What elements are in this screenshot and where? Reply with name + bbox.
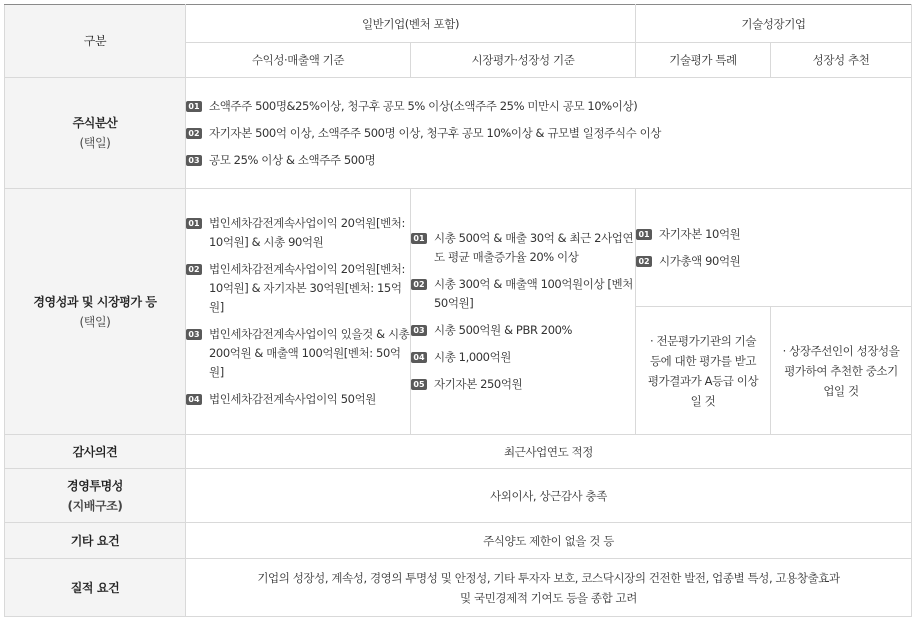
market-criteria-cell — [411, 189, 636, 435]
quality-line-2: 및 국민경제적 기여도 등을 종합 고려 — [460, 590, 637, 605]
market-criteria-list — [411, 229, 635, 394]
header-tech-growth-company: 기술성장기업 — [636, 5, 912, 43]
subheader-growth-recommendation: 성장성 추천 — [771, 43, 912, 78]
header-general-company: 일반기업(벤처 포함) — [186, 5, 636, 43]
item-text: 시총 1,000억원 — [434, 350, 512, 364]
number-badge: 01 — [186, 101, 202, 112]
number-badge: 01 — [186, 218, 202, 229]
item-text: 시총 300억 & 매출액 100억원이상 [벤처50억원] — [434, 277, 633, 310]
item-text: 시총 500억 & 매출 30억 & 최근 2사업연도 평균 매출증가율 20% 이상 — [434, 231, 634, 264]
item-text: 시총 500억원 & PBR 200% — [434, 323, 573, 337]
quality-value — [186, 559, 912, 617]
list-item — [186, 214, 410, 252]
performance-label: 경영성과 및 시장평가 등 — [33, 294, 157, 309]
quality-line-1: 기업의 성장성, 계속성, 경영의 투명성 및 안정성, 기타 투자자 보호, 코스닥시장의 건전한 발전, 업종별 특성, 고용창출효과 — [257, 570, 840, 585]
header-category: 구분 — [5, 5, 186, 78]
subheader-tech-evaluation: 기술평가 특례 — [636, 43, 771, 78]
number-badge: 02 — [636, 256, 652, 267]
distribution-cell — [186, 78, 912, 189]
list-item — [636, 225, 911, 244]
distribution-sub: (택일) — [79, 136, 111, 150]
list-item — [186, 151, 911, 170]
growth-recommendation-note-cell — [771, 307, 912, 435]
item-text: 자기자본 500억 이상, 소액주주 500명 이상, 청구후 공모 10%이상 & 규모별 일정주식수 이상 — [209, 125, 661, 140]
tech-evaluation-note: · 전문평가기관의 기술 등에 대한 평가를 받고 평가결과가 A등급 이상일 것 — [647, 333, 759, 408]
list-item — [186, 390, 410, 409]
distribution-label: 주식분산 — [72, 116, 118, 130]
item-text: 공모 25% 이상 & 소액주주 500명 — [209, 152, 376, 167]
profit-criteria-list — [186, 214, 410, 409]
performance-sub: (택일) — [79, 314, 111, 329]
number-badge: 03 — [186, 155, 202, 166]
item-text: 소액주주 500명&25%이상, 청구후 공모 5% 이상(소액주주 25% 미만시 공모 10%이상) — [209, 98, 638, 113]
listing-requirements-table — [4, 4, 912, 617]
item-text: 시가총액 90억원 — [659, 253, 741, 268]
row-label-quality: 질적 요건 — [5, 559, 186, 617]
governance-sub: (지배구조) — [67, 498, 123, 513]
subheader-market-criteria: 시장평가·성장성 기준 — [411, 43, 636, 78]
item-text: 법인세차감전계속사업이익 50억원 — [209, 392, 377, 406]
list-item — [411, 275, 635, 313]
list-item — [411, 348, 635, 367]
governance-label: 경영투명성 — [67, 478, 123, 493]
tech-capital-list — [636, 225, 911, 271]
number-badge: 02 — [186, 128, 202, 139]
list-item — [411, 321, 635, 340]
audit-value: 최근사업연도 적정 — [186, 435, 912, 469]
number-badge: 04 — [186, 394, 202, 405]
list-item — [411, 229, 635, 267]
number-badge: 01 — [411, 233, 427, 244]
number-badge: 03 — [186, 329, 202, 340]
row-label-other: 기타 요건 — [5, 523, 186, 559]
growth-recommendation-note: · 상장주선인이 성장성을 평가하여 추천한 중소기업일 것 — [782, 343, 900, 398]
list-item — [636, 252, 911, 271]
row-label-audit: 감사의견 — [5, 435, 186, 469]
number-badge: 02 — [186, 264, 202, 275]
row-label-performance — [5, 189, 186, 435]
number-badge: 02 — [411, 279, 427, 290]
item-text: 자기자본 250억원 — [434, 377, 523, 391]
number-badge: 04 — [411, 352, 427, 363]
other-value: 주식양도 제한이 없을 것 등 — [186, 523, 912, 559]
list-item — [411, 375, 635, 394]
governance-value: 사외이사, 상근감사 충족 — [186, 469, 912, 523]
number-badge: 01 — [636, 229, 652, 240]
list-item — [186, 97, 911, 116]
item-text: 자기자본 10억원 — [659, 226, 741, 241]
item-text: 법인세차감전계속사업이익 있을것 & 시총 200억원 & 매출액 100억원[벤처: 50억원] — [209, 327, 410, 379]
list-item — [186, 124, 911, 143]
item-text: 법인세차감전계속사업이익 20억원[벤처: 10억원] & 자기자본 30억원[벤처: 15억원] — [209, 262, 405, 314]
row-label-governance — [5, 469, 186, 523]
list-item — [186, 325, 410, 382]
item-text: 법인세차감전계속사업이익 20억원[벤처: 10억원] & 시총 90억원 — [209, 216, 405, 249]
tech-evaluation-note-cell — [636, 307, 771, 435]
number-badge: 03 — [411, 325, 427, 336]
profit-criteria-cell — [186, 189, 411, 435]
distribution-list — [186, 97, 911, 170]
tech-capital-cell — [636, 189, 912, 307]
number-badge: 05 — [411, 379, 427, 390]
list-item — [186, 260, 410, 317]
row-label-distribution — [5, 78, 186, 189]
subheader-profit-criteria: 수익성·매출액 기준 — [186, 43, 411, 78]
